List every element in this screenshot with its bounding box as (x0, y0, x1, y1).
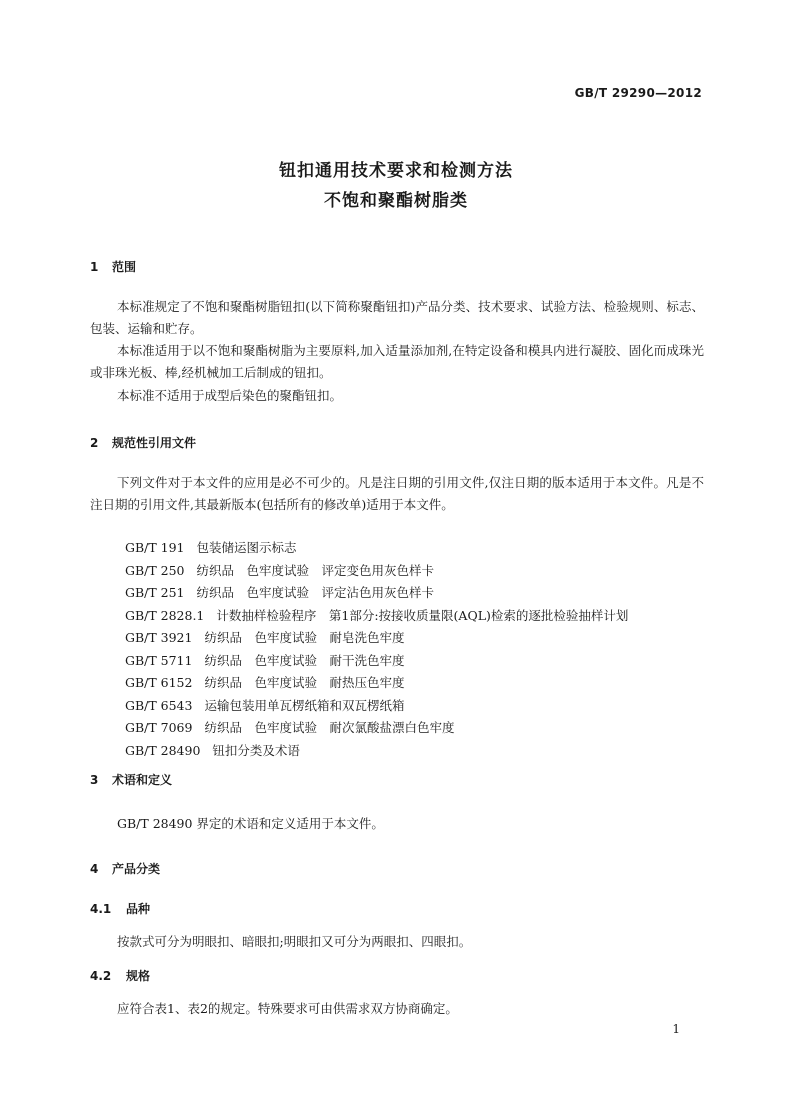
subsection-number: 4.2 (90, 969, 112, 983)
section-number: 3 (90, 773, 99, 787)
document-subtitle: 不饱和聚酯树脂类 (324, 191, 468, 211)
subsection-4-2-heading (90, 967, 150, 984)
reference-code: GB/T 7069 (124, 720, 193, 735)
reference-code: GB/T 6152 (124, 675, 193, 690)
reference-title: 钮扣分类及术语 (212, 743, 300, 758)
reference-title: 纺织品 色牢度试验 评定变色用灰色样卡 (196, 563, 435, 578)
reference-code: GB/T 28490 (124, 743, 201, 758)
subsection-title: 规格 (126, 969, 151, 983)
document-title: 钮扣通用技术要求和检测方法 (279, 161, 513, 181)
subsection-4-2-paragraph: 应符合表1、表2的规定。特殊要求可由供需求双方协商确定。 (117, 1001, 458, 1016)
reference-code: GB/T 5711 (124, 653, 193, 668)
reference-code: GB/T 191 (124, 540, 185, 555)
section-title: 产品分类 (112, 862, 161, 876)
section-2-heading (90, 434, 196, 451)
reference-title: 包装储运图示标志 (196, 540, 297, 555)
section-3-paragraph-1: GB/T 28490 界定的术语和定义适用于本文件。 (117, 816, 384, 831)
section-title: 术语和定义 (112, 773, 173, 787)
reference-code: GB/T 251 (124, 585, 185, 600)
reference-code: GB/T 2828.1 (124, 608, 205, 623)
section-1-paragraph-3: 本标准不适用于成型后染色的聚酯钮扣。 (117, 388, 343, 403)
section-number: 2 (90, 436, 99, 450)
reference-title: 运输包装用单瓦楞纸箱和双瓦楞纸箱 (204, 698, 405, 713)
section-1-heading (90, 258, 136, 275)
section-title: 范围 (112, 260, 137, 274)
reference-title: 计数抽样检验程序 第1部分:按接收质量限(AQL)检索的逐批检验抽样计划 (216, 608, 629, 623)
reference-title: 纺织品 色牢度试验 耐皂洗色牢度 (204, 630, 405, 645)
reference-code: GB/T 3921 (124, 630, 193, 645)
reference-title: 纺织品 色牢度试验 耐干洗色牢度 (204, 653, 405, 668)
reference-title: 纺织品 色牢度试验 评定沾色用灰色样卡 (196, 585, 435, 600)
reference-title: 纺织品 色牢度试验 耐热压色牢度 (204, 675, 405, 690)
subsection-title: 品种 (126, 902, 151, 916)
section-4-heading (90, 860, 160, 877)
section-1-paragraph-1: 本标准规定了不饱和聚酯树脂钮扣(以下简称聚酯钮扣)产品分类、技术要求、试验方法、检验规则、标志、包装、运输和贮存。 (90, 299, 704, 336)
section-number: 1 (90, 260, 99, 274)
section-title: 规范性引用文件 (112, 436, 197, 450)
subsection-4-1-paragraph: 按款式可分为明眼扣、暗眼扣;明眼扣又可分为两眼扣、四眼扣。 (117, 934, 472, 949)
reference-item (117, 726, 300, 759)
section-1-paragraph-2: 本标准适用于以不饱和聚酯树脂为主要原料,加入适量添加剂,在特定设备和模具内进行凝胶、固化而成珠光或非珠光板、棒,经机械加工后制成的钮扣。 (90, 343, 704, 380)
standard-code: GB/T 29290—2012 (574, 86, 702, 100)
section-2-paragraph-1: 下列文件对于本文件的应用是必不可少的。凡是注日期的引用文件,仅注日期的版本适用于本文件。凡是不注日期的引用文件,其最新版本(包括所有的修改单)适用于本文件。 (90, 475, 704, 512)
reference-title: 纺织品 色牢度试验 耐次氯酸盐漂白色牢度 (204, 720, 455, 735)
subsection-number: 4.1 (90, 902, 112, 916)
subsection-4-1-heading (90, 900, 150, 917)
page-number: 1 (672, 1022, 680, 1036)
section-3-heading (90, 771, 172, 788)
section-number: 4 (90, 862, 99, 876)
reference-code: GB/T 6543 (124, 698, 193, 713)
reference-code: GB/T 250 (124, 563, 185, 578)
